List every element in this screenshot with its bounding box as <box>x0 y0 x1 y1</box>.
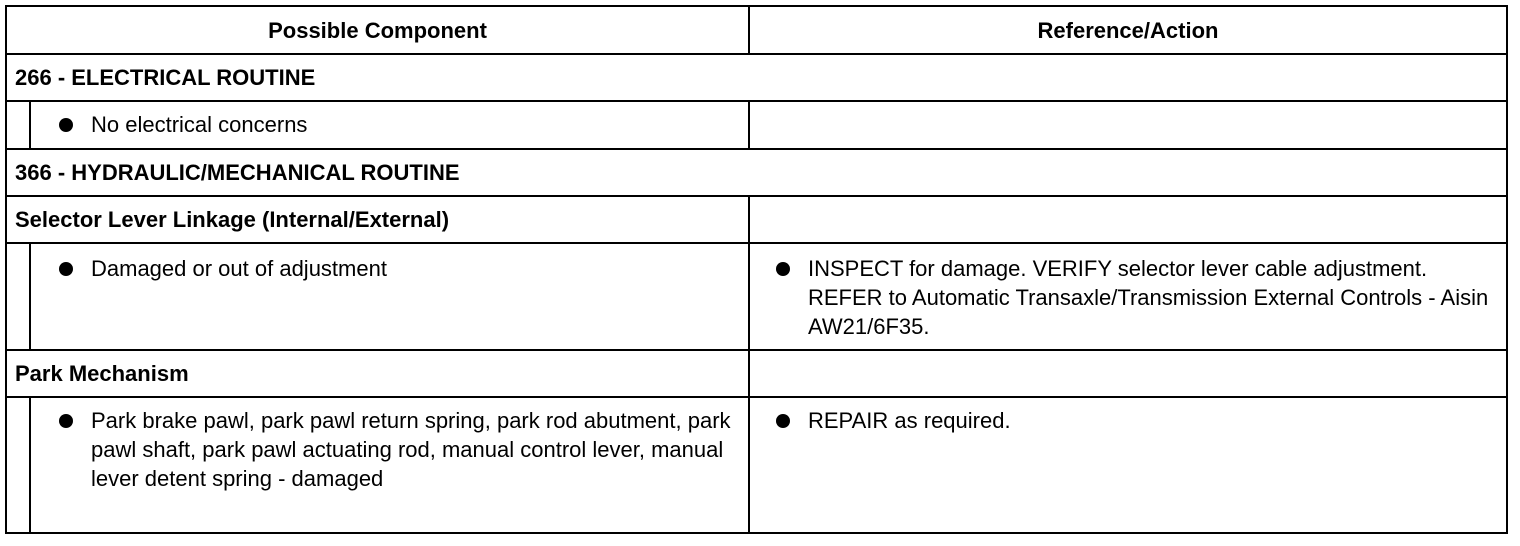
bullet-icon <box>59 262 73 276</box>
indent-marker <box>7 102 31 148</box>
table-header-row <box>6 6 1507 54</box>
table-row <box>6 397 1507 533</box>
component-text: Damaged or out of adjustment <box>91 256 387 281</box>
group-action-empty <box>749 350 1507 397</box>
section-row-hydraulic <box>6 149 1507 196</box>
action-cell <box>749 397 1507 533</box>
component-text: Park brake pawl, park pawl return spring, park rod abutment, park pawl shaft, park pawl actuating rod, manual control lever, manual lever detent spring - damaged <box>91 408 731 491</box>
component-cell <box>6 243 749 350</box>
action-cell <box>749 101 1507 149</box>
group-action-empty <box>749 196 1507 243</box>
section-title: 266 - ELECTRICAL ROUTINE <box>6 54 1507 101</box>
bullet-icon <box>59 118 73 132</box>
group-title: Park Mechanism <box>6 350 749 397</box>
group-row-selector-lever <box>6 196 1507 243</box>
component-cell <box>6 101 749 149</box>
header-reference-action: Reference/Action <box>749 6 1507 54</box>
group-title: Selector Lever Linkage (Internal/External) <box>6 196 749 243</box>
header-possible-component: Possible Component <box>6 6 749 54</box>
diagnosis-table <box>5 5 1508 534</box>
table-row <box>6 243 1507 350</box>
component-text: No electrical concerns <box>91 112 308 137</box>
action-text: INSPECT for damage. VERIFY selector lever cable adjustment. REFER to Automatic Transaxle/Transmission External Controls - Aisin AW21/6F35. <box>808 256 1489 339</box>
table-row <box>6 101 1507 149</box>
group-row-park-mechanism <box>6 350 1507 397</box>
component-cell <box>6 397 749 533</box>
action-cell <box>749 243 1507 350</box>
section-title: 366 - HYDRAULIC/MECHANICAL ROUTINE <box>6 149 1507 196</box>
indent-marker <box>7 244 31 349</box>
bullet-icon <box>776 262 790 276</box>
section-row-electrical <box>6 54 1507 101</box>
bullet-icon <box>776 414 790 428</box>
bullet-icon <box>59 414 73 428</box>
indent-marker <box>7 398 31 532</box>
action-text: REPAIR as required. <box>808 408 1011 433</box>
